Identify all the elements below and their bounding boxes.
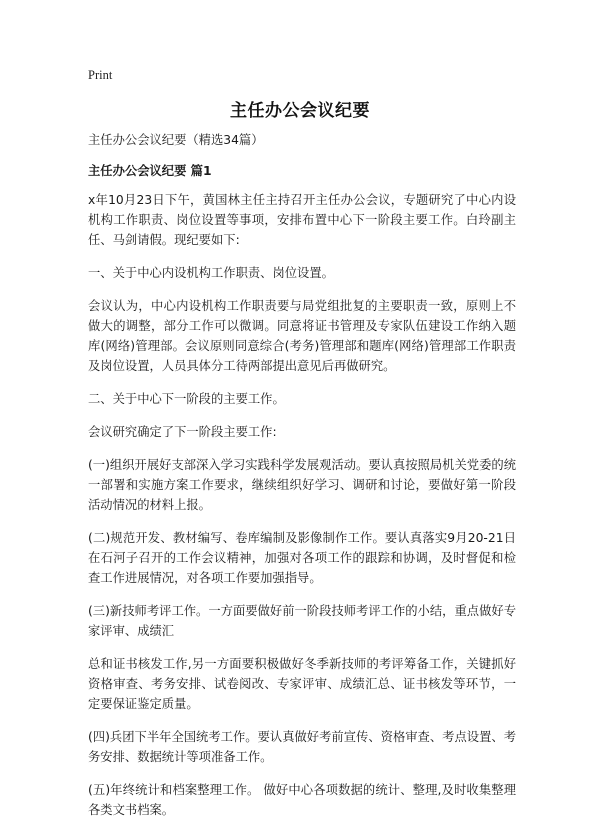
paragraph-task-2: (二)规范开发、教材编写、卷库编制及影像制作工作。要认真落实9月20-21日在石河子召开的工作会议精神，加强对各项工作的跟踪和协调，及时督促和检查工作进展情况，对各项工作要加强指导。 <box>88 531 516 585</box>
paragraph-heading-1: 一、关于中心内设机构工作职责、岗位设置。 <box>88 266 334 280</box>
document-title: 主任办公会议纪要 <box>230 101 370 121</box>
paragraph-heading-2: 二、关于中心下一阶段的主要工作。 <box>88 392 285 406</box>
print-link[interactable]: Print <box>88 68 113 82</box>
paragraph-meeting-opinion: 会议认为，中心内设机构工作职责要与局党组批复的主要职责一致，原则上不做大的调整，部分工作可以微调。同意将证书管理及专家队伍建设工作纳入题库(网络)管理部。会议原则同意综合(考务)管理部和题库(网络)管理部工作职责及岗位设置，人员具体分工待两部提出意见后再做研究。 <box>88 299 516 373</box>
paragraph-intro: x年10月23日下午，黄国林主任主持召开主任办公会议，专题研究了中心内设机构工作职责、岗位设置等事项，安排布置中心下一阶段主要工作。白玲副主任、马剑请假。现纪要如下: <box>88 193 516 247</box>
document-body <box>88 130 516 833</box>
paragraph-task-3-cont: 总和证书核发工作,另一方面要积极做好冬季新技师的考评筹备工作，关键抓好资格审查、考务安排、试卷阅改、专家评审、成绩汇总、证书核发等环节，一定要保证鉴定质量。 <box>88 657 516 711</box>
paragraph-tasks-intro: 会议研究确定了下一阶段主要工作: <box>88 425 277 439</box>
document-subtitle: 主任办公会议纪要（精选34篇） <box>88 133 264 147</box>
paragraph-task-1: (一)组织开展好支部深入学习实践科学发展观活动。要认真按照局机关党委的统一部署和实施方案工作要求，继续组织好学习、调研和讨论，要做好第一阶段活动情况的材料上报。 <box>88 458 516 512</box>
paragraph-task-3: (三)新技师考评工作。一方面要做好前一阶段技师考评工作的小结，重点做好专家评审、成绩汇 <box>88 604 516 638</box>
paragraph-task-4: (四)兵团下半年全国统考工作。要认真做好考前宣传、资格审查、考点设置、考务安排、数据统计等项准备工作。 <box>88 730 516 764</box>
section-heading: 主任办公会议纪要 篇1 <box>88 164 212 178</box>
paragraph-task-5: (五)年终统计和档案整理工作。 做好中心各项数据的统计、整理,及时收集整理各类文书档案。 <box>88 783 516 817</box>
